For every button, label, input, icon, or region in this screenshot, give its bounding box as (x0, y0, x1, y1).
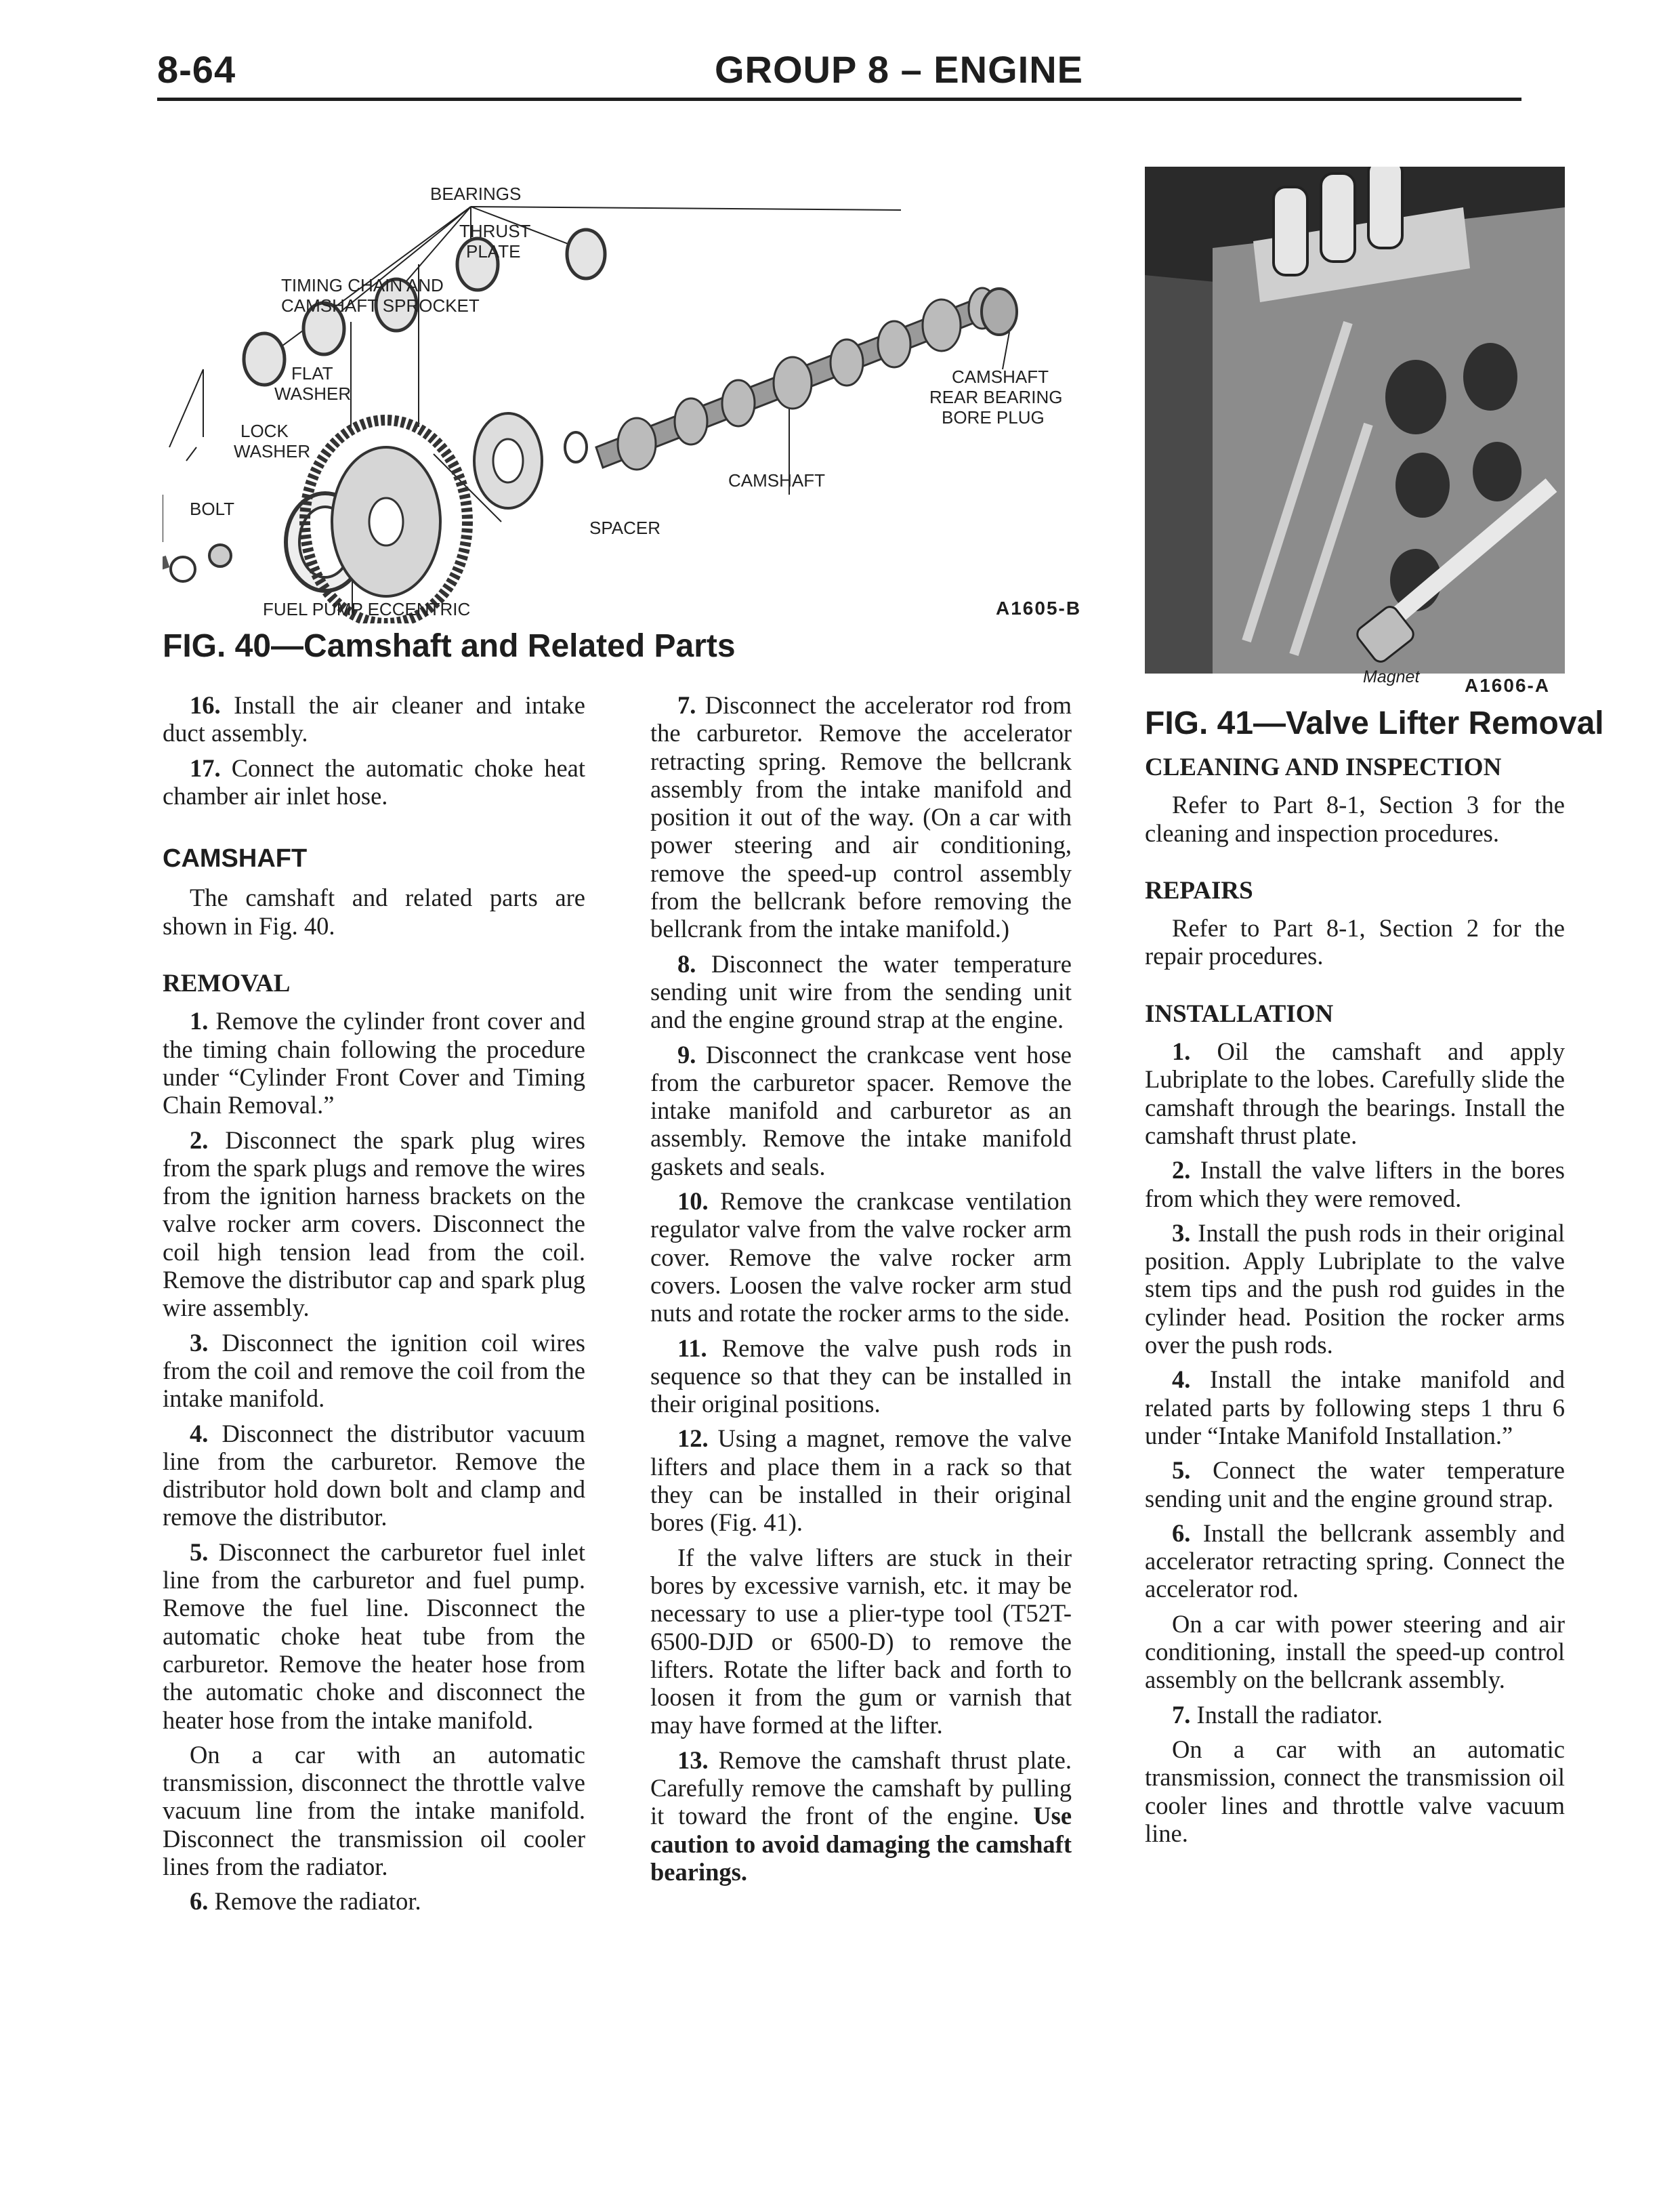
text-column-3 (1145, 754, 1565, 1854)
label-rear-plug: CAMSHAFT REAR BEARING BORE PLUG (929, 367, 1063, 428)
caution-text: Use caution to avoid damaging the camshaft bearings. (650, 1802, 1072, 1886)
install-step-6: 6. Install the bellcrank assembly and accelerator retracting spring. Connect the accelerator rod. (1145, 1519, 1566, 1603)
install-step-5: 5. Connect the water temperature sending unit and the engine ground strap. (1145, 1456, 1565, 1512)
heading-removal: REMOVAL (163, 970, 291, 998)
automatic-transmission-note: On a car with an automatic transmission, disconnect the throttle valve vacuum line from the intake manifold. Disconnect the transmission oil cooler lines from the radiator. (163, 1740, 585, 1880)
removal-step-7: 7. Disconnect the accelerator rod from the carburetor. Remove the accelerator retracting spring. Remove the bellcrank assembly from the intake manifold and position it out of the way. (On a car with power steering and air conditioning, remove the speed-up control assembly from the bellcrank before removing the bellcrank from the intake manifold.) (650, 691, 1072, 943)
text-column-1 (163, 691, 585, 1922)
bolt-and-washers (163, 545, 231, 586)
valve-lifter-removal-photo (1145, 167, 1565, 674)
label-lock-washer: LOCK WASHER (234, 421, 311, 461)
label-thrust-plate: THRUST PLATE (459, 221, 531, 262)
removal-step-8: 8. Disconnect the water temperature sending unit wire from the sending unit and the engine ground strap at the engine. (650, 949, 1072, 1034)
figure-40-caption: FIG. 40—Camshaft and Related Parts (163, 628, 736, 664)
text-column-2 (650, 691, 1072, 1893)
label-flat-washer: FLAT WASHER (274, 363, 352, 404)
label-timing-chain: TIMING CHAIN AND CAMSHAFT SPROCKET (281, 275, 480, 316)
figure-40-id: A1605-B (996, 598, 1082, 619)
removal-step-12: 12. Using a magnet, remove the valve lifters and place them in a rack so that they can be installed in their original bores (Fig. 41). (650, 1424, 1072, 1537)
removal-step-2: 2. Disconnect the spark plug wires from the spark plugs and remove the wires from the ignition harness brackets on the valve rocker arm covers. Disconnect the coil high tension lead from the coil. Remove the distributor cap and spark plug wire assembly. (163, 1126, 585, 1322)
page-header-title: GROUP 8 – ENGINE (715, 48, 1084, 91)
install-step-4: 4. Install the intake manifold and related parts by following steps 1 thru 6 under “Intake Manifold Installation.” (1145, 1365, 1566, 1449)
removal-step-11: 11. Remove the valve push rods in sequence so that they can be installed in their original positions. (650, 1334, 1072, 1418)
install-step-3: 3. Install the push rods in their original position. Apply Lubriplate to the valve stem tips and the push rod guides in the cylinder head. Position the rocker arms over the push rods. (1145, 1218, 1565, 1359)
cleaning-text: Refer to Part 8-1, Section 3 for the cleaning and inspection procedures. (1145, 791, 1565, 847)
install-step-7: 7. Install the radiator. (1172, 1700, 1383, 1729)
removal-step-9: 9. Disconnect the crankcase vent hose from the carburetor spacer. Remove the intake manifold and carburetor as an assembly. Remove the intake manifold gaskets and seals. (650, 1040, 1072, 1180)
header-rule (157, 98, 1521, 101)
label-bolt: BOLT (190, 499, 234, 519)
removal-step-4: 4. Disconnect the distributor vacuum line from the carburetor. Remove the distributor hold down bolt and clamp and remove the distributor. (163, 1419, 585, 1531)
camshaft-parts-illustration (163, 176, 1077, 623)
thrust-plate (474, 413, 542, 508)
removal-step-3: 3. Disconnect the ignition coil wires from the coil and remove the coil from the intake manifold. (163, 1328, 585, 1413)
repairs-text: Refer to Part 8-1, Section 2 for the repair procedures. (1145, 914, 1565, 970)
install-step-2: 2. Install the valve lifters in the bores from which they were removed. (1145, 1156, 1566, 1212)
label-bearings: BEARINGS (430, 184, 522, 204)
figure-41-id: A1606-A (1465, 675, 1551, 696)
install-step-1: 1. Oil the camshaft and apply Lubriplate to the lobes. Carefully slide the camshaft through the bearings. Install the camshaft thrust plate. (1145, 1037, 1565, 1149)
removal-step-13: 13. Remove the camshaft thrust plate. Carefully remove the camshaft by pulling it toward the front of the engine. Use caution to avoid damaging the camshaft bearings. (650, 1746, 1072, 1886)
page-number: 8-64 (157, 48, 236, 91)
rear-bearing-bore-plug (982, 289, 1017, 335)
stuck-lifters-note: If the valve lifters are stuck in their bores by excessive varnish, etc. it may be necessary to use a plier-type tool (T52T-6500-DJD or 6500-D) to remove the lifters. Rotate the lifter back and forth to loosen it from the gum or varnish that may have formed at the lifter. (650, 1543, 1072, 1739)
camshaft-intro: The camshaft and related parts are shown in Fig. 40. (163, 884, 585, 940)
label-spacer: SPACER (589, 518, 660, 538)
automatic-transmission-install-note: On a car with an automatic transmission, connect the transmission oil cooler lines and throttle valve vacuum line. (1145, 1735, 1565, 1847)
heading-cleaning-inspection: CLEANING AND INSPECTION (1145, 754, 1502, 781)
label-fuel-pump-eccentric: FUEL PUMP ECCENTRIC (263, 599, 471, 619)
figure-41-caption: FIG. 41—Valve Lifter Removal (1145, 705, 1604, 741)
magnet-label: Magnet (1363, 667, 1420, 686)
heading-camshaft: CAMSHAFT (163, 844, 308, 873)
removal-step-1: 1. Remove the cylinder front cover and the timing chain following the procedure under “Cylinder Front Cover and Timing Chain Removal.” (163, 1007, 585, 1119)
removal-step-5: 5. Disconnect the carburetor fuel inlet line from the carburetor and fuel pump. Remove the fuel line. Disconnect the automatic choke heat tube from the carburetor. Remove the heater hose from the automatic choke and disconnect the heater hose from the intake manifold. (163, 1537, 585, 1734)
heading-repairs: REPAIRS (1145, 876, 1253, 905)
spacer (565, 432, 587, 462)
engine-block-photo (1145, 167, 1565, 674)
step-16: 16. Install the air cleaner and intake duct assembly. (163, 691, 585, 747)
power-steering-note: On a car with power steering and air conditioning, install the speed-up control assembly on the bellcrank assembly. (1145, 1609, 1565, 1694)
camshaft (596, 288, 1003, 470)
step-17: 17. Connect the automatic choke heat chamber air inlet hose. (163, 754, 585, 810)
heading-installation: INSTALLATION (1145, 999, 1334, 1028)
removal-step-6: 6. Remove the radiator. (190, 1887, 421, 1916)
label-camshaft: CAMSHAFT (728, 470, 825, 491)
removal-step-10: 10. Remove the crankcase ventilation regulator valve from the valve rocker arm cover. Remove the valve rocker arm covers. Loosen the valve rocker arm stud nuts and rotate the rocker arms to the side. (650, 1187, 1072, 1327)
